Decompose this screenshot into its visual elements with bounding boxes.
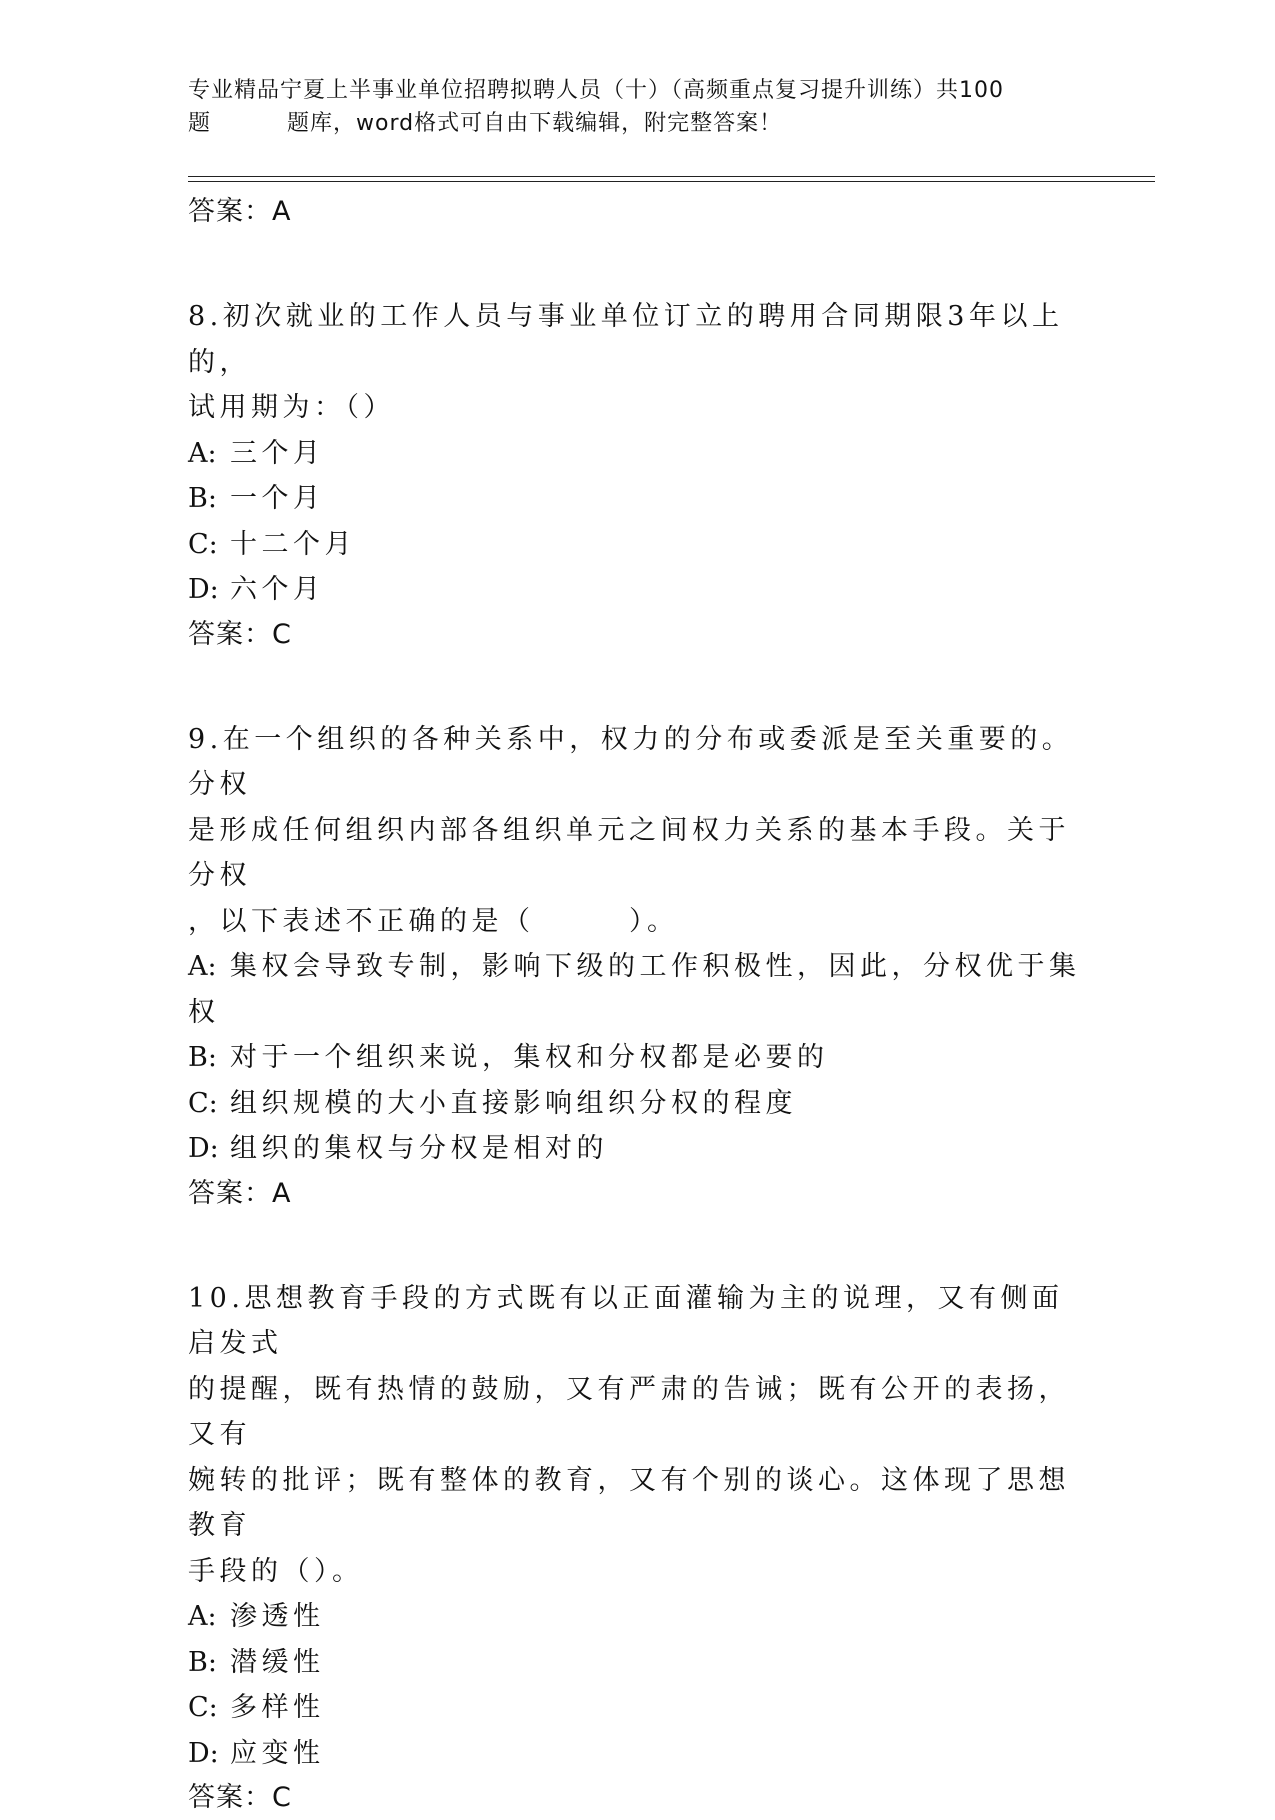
option-a [188,1594,1088,1640]
option-c [188,1081,1088,1127]
option-letter: D: [188,1731,230,1777]
question-stem-line: 婉转的批评；既有整体的教育，又有个别的谈心。这体现了思想教育 [188,1458,1088,1549]
option-letter: D: [188,567,230,613]
option-text: 三个月 [230,438,325,469]
option-text: 一个月 [230,483,325,514]
header-title-line1: 专业精品宁夏上半事业单位招聘拟聘人员（十）（高频重点复习提升训练）共100 [188,78,1004,103]
question-stem-line: 手段的（）。 [188,1549,1088,1595]
option-text: 潜缓性 [230,1647,325,1678]
option-letter: C: [188,1685,230,1731]
option-letter: B: [188,1640,230,1686]
option-text: 渗透性 [230,1601,325,1632]
option-text: 对于一个组织来说，集权和分权都是必要的 [230,1042,829,1073]
question-stem-line: 试用期为：（） [188,385,1088,431]
option-text: 六个月 [230,574,325,605]
header-line2-tail: 题库，word格式可自由下载编辑，附完整答案！ [287,111,782,136]
question-stem-line: 的提醒，既有热情的鼓励，又有严肃的告诫；既有公开的表扬，又有 [188,1367,1088,1458]
answer-line: 答案：C [188,1776,1088,1820]
question-stem-line: 8.初次就业的工作人员与事业单位订立的聘用合同期限3年以上的， [188,294,1088,385]
option-letter: A: [188,1594,230,1640]
answer-line: 答案：C [188,613,1088,657]
question-stem-line: 9.在一个组织的各种关系中，权力的分布或委派是至关重要的。分权 [188,717,1088,808]
option-text: 多样性 [230,1692,325,1723]
option-a [188,944,1088,1035]
option-letter: C: [188,522,230,568]
option-letter: A: [188,944,230,990]
option-a [188,431,1088,477]
option-text: 集权会导致专制，影响下级的工作积极性，因此，分权优于集权 [188,951,1081,1028]
option-c [188,1685,1088,1731]
header-divider-bottom [188,181,1155,182]
question-list [188,190,1088,1820]
header-divider-top [188,176,1155,177]
option-text: 组织的集权与分权是相对的 [230,1133,608,1164]
option-d [188,1126,1088,1172]
option-text: 组织规模的大小直接影响组织分权的程度 [230,1088,797,1119]
question-stem-line: 10.思想教育手段的方式既有以正面灌输为主的说理，又有侧面启发式 [188,1276,1088,1367]
option-letter: A: [188,431,230,477]
option-b [188,1035,1088,1081]
option-letter: B: [188,476,230,522]
option-d [188,1731,1088,1777]
option-b [188,1640,1088,1686]
previous-answer: 答案：A [188,190,1088,234]
option-text: 十二个月 [230,529,356,560]
option-b [188,476,1088,522]
answer-line: 答案：A [188,1172,1088,1216]
header-title-line2 [188,107,1088,140]
question-stem-line: 是形成任何组织内部各组织单元之间权力关系的基本手段。关于分权 [188,808,1088,899]
header-line2-head: 题 [188,111,211,136]
question-8 [188,294,1088,657]
option-d [188,567,1088,613]
page-header [188,74,1088,140]
question-9 [188,717,1088,1216]
option-c [188,522,1088,568]
option-letter: C: [188,1081,230,1127]
question-10 [188,1276,1088,1820]
option-text: 应变性 [230,1738,325,1769]
question-stem-line: ，以下表述不正确的是（ ）。 [188,899,1088,945]
option-letter: D: [188,1126,230,1172]
option-letter: B: [188,1035,230,1081]
